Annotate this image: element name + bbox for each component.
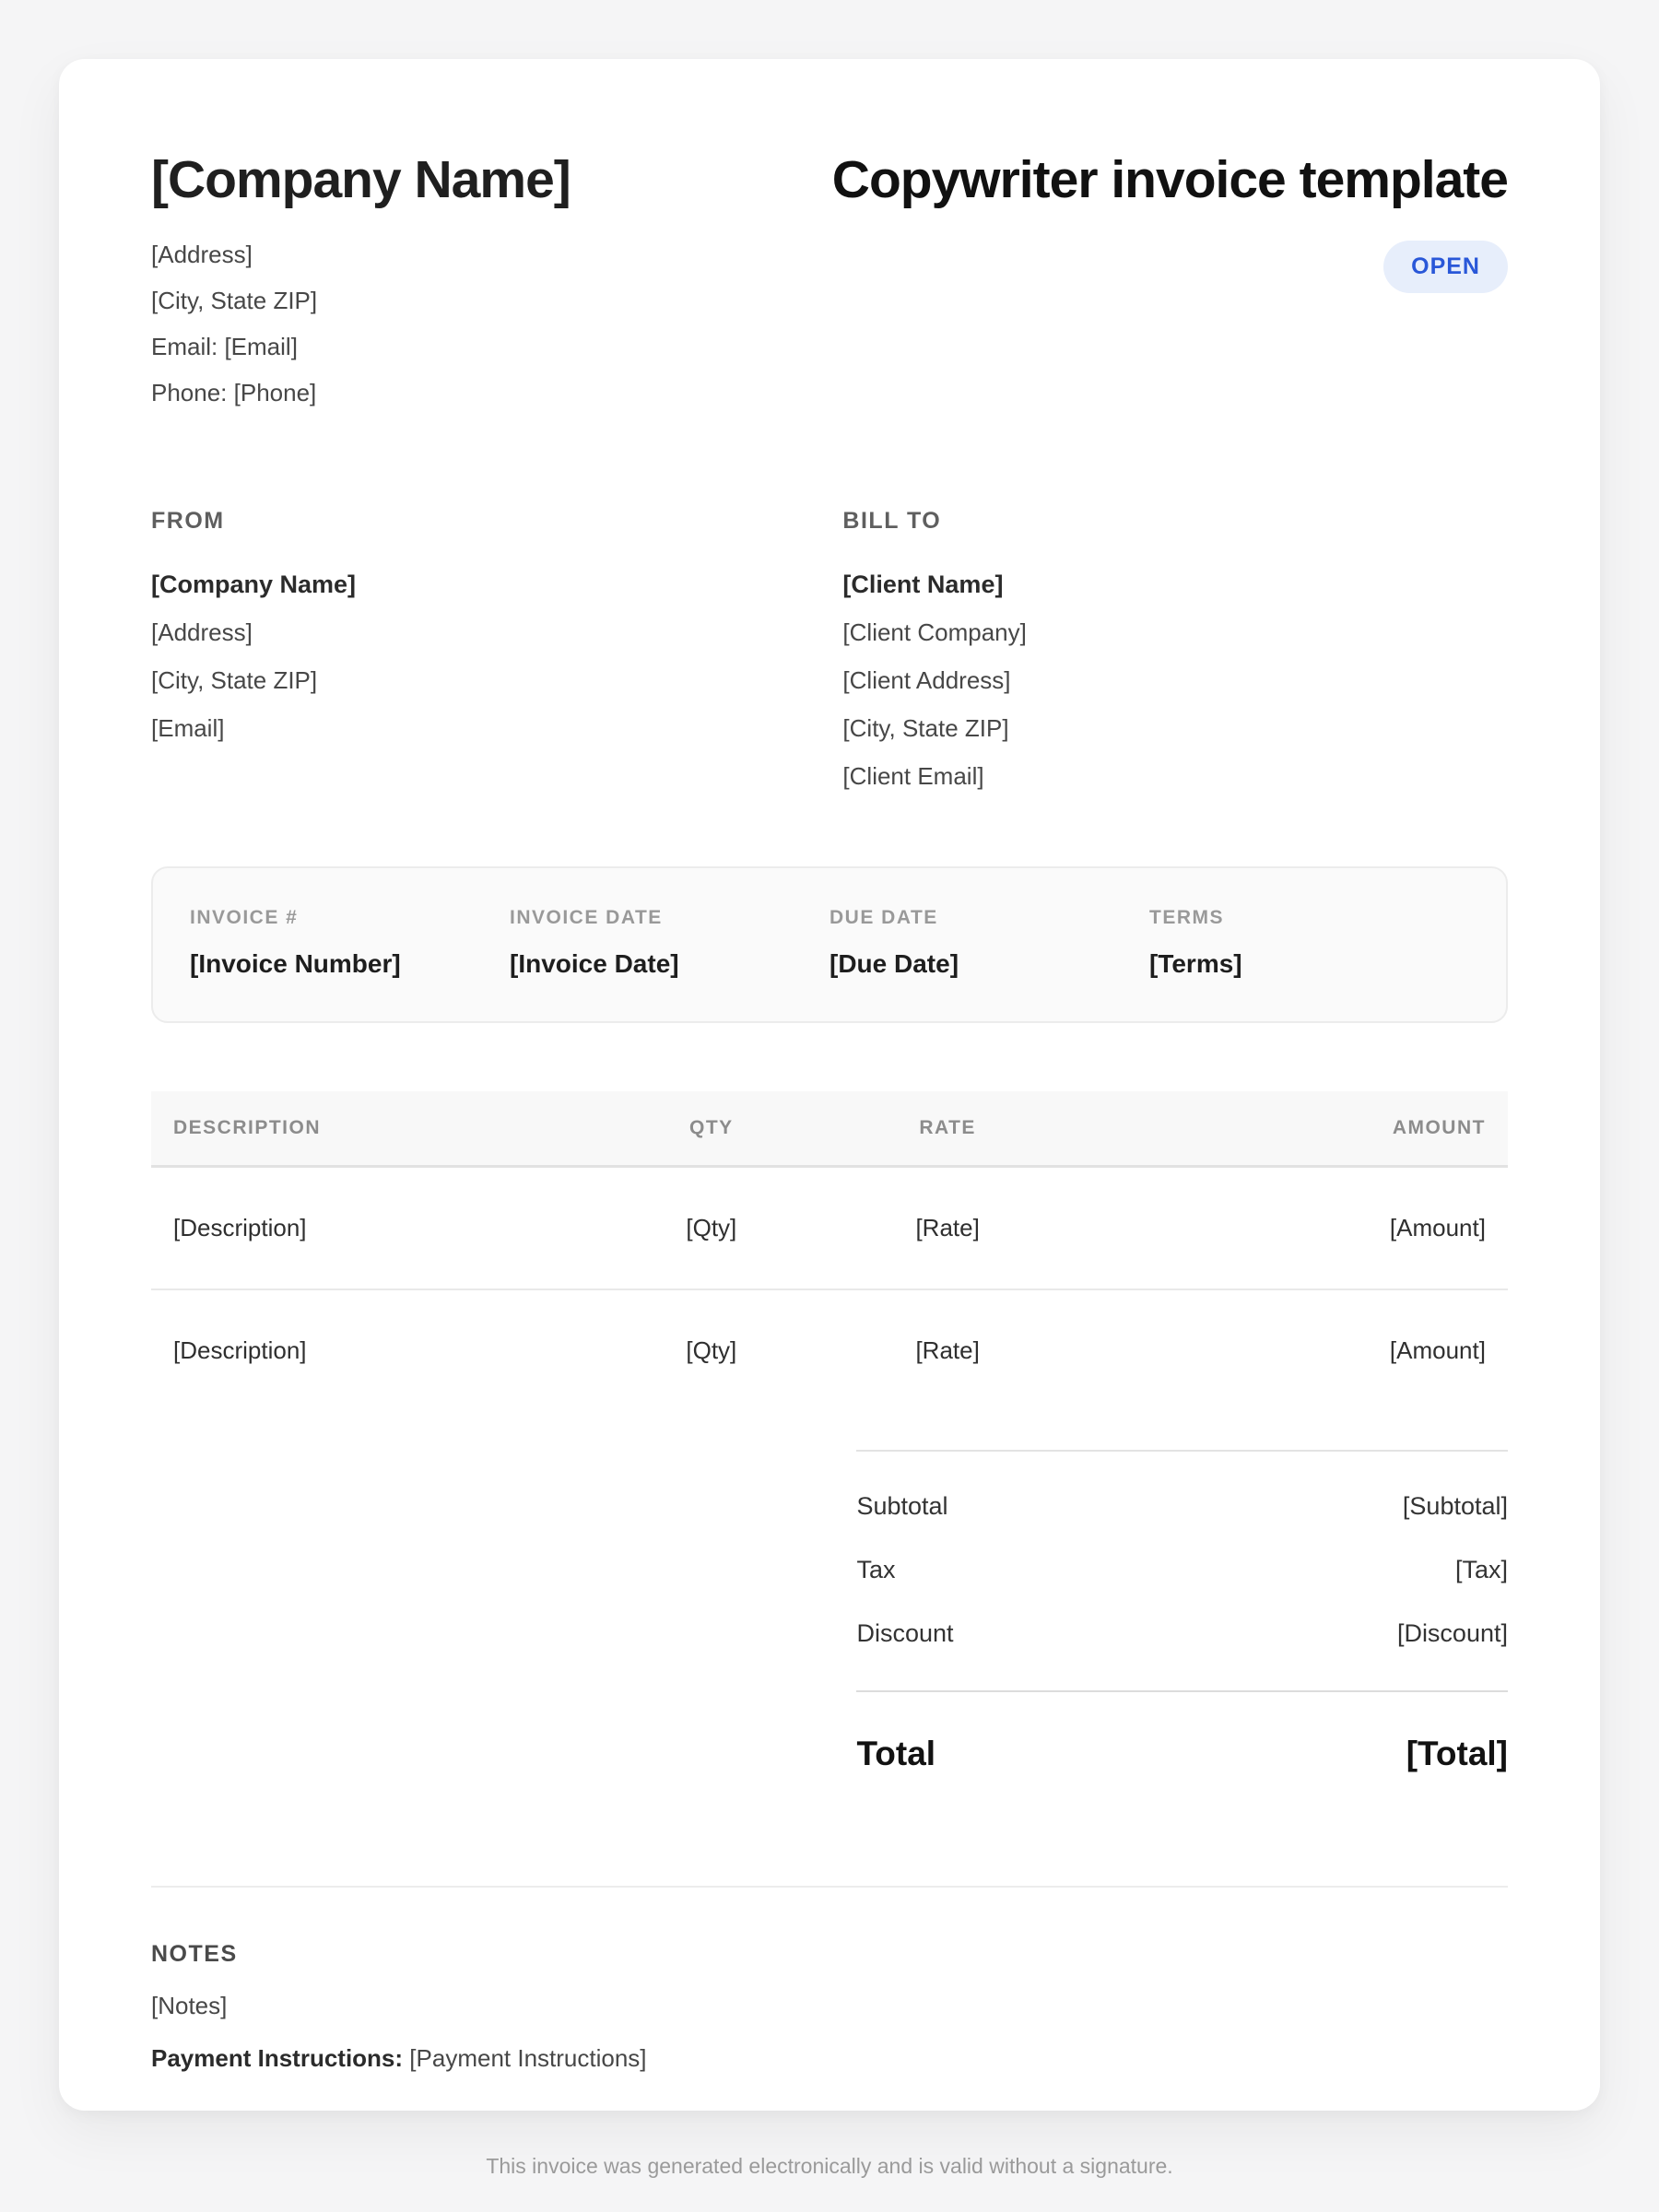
client-city-line: [City, State ZIP] [842, 713, 1009, 742]
item-qty-cell: [Qty] [686, 1213, 737, 1241]
meta-invoice-number [190, 907, 510, 979]
client-email-line: [Client Email] [842, 761, 984, 790]
totals-section [856, 1450, 1508, 1773]
tax-row [856, 1556, 1508, 1584]
grand-total-row [856, 1690, 1508, 1773]
company-email-line: Email: [Email] [151, 332, 298, 360]
invoice-number-label: INVOICE # [190, 906, 299, 928]
items-table-header [151, 1091, 1508, 1168]
invoice-date-value: [Invoice Date] [510, 948, 679, 978]
from-block [151, 508, 842, 800]
item-amount-cell: [Amount] [1389, 1213, 1486, 1241]
due-date-label: DUE DATE [830, 906, 938, 928]
from-email-line: [Email] [151, 713, 225, 742]
company-name-heading: [Company Name] [151, 150, 571, 209]
invoice-header [151, 151, 1508, 416]
client-name: [Client Name] [842, 570, 1004, 598]
discount-label: Discount [856, 1618, 954, 1647]
from-city-line: [City, State ZIP] [151, 665, 318, 694]
from-label: FROM [151, 507, 225, 534]
parties-section [151, 508, 1508, 800]
amount-column-header: AMOUNT [1392, 1116, 1486, 1138]
item-rate-cell: [Rate] [915, 1213, 980, 1241]
rate-column-header: RATE [919, 1116, 976, 1138]
invoice-meta-box [151, 866, 1508, 1023]
description-column-header: DESCRIPTION [173, 1116, 322, 1138]
subtotal-label: Subtotal [856, 1491, 948, 1520]
payment-instructions-line [151, 2044, 1508, 2073]
title-block [832, 151, 1508, 293]
notes-body: [Notes] [151, 1991, 228, 2019]
invoice-number-value: [Invoice Number] [190, 948, 401, 978]
terms-value: [Terms] [1149, 948, 1242, 978]
discount-value: [Discount] [1396, 1618, 1508, 1647]
footer-disclaimer: This invoice was generated electronically and is valid without a signature. [486, 2153, 1173, 2178]
subtotal-value: [Subtotal] [1402, 1491, 1508, 1520]
meta-terms [1149, 907, 1469, 979]
table-row [151, 1290, 1508, 1411]
qty-column-header: QTY [688, 1116, 734, 1138]
due-date-value: [Due Date] [830, 948, 959, 978]
discount-row [856, 1619, 1508, 1648]
item-amount-cell: [Amount] [1389, 1335, 1486, 1364]
notes-section [151, 1888, 1508, 2073]
total-label: Total [856, 1734, 936, 1772]
tax-value: [Tax] [1454, 1555, 1508, 1583]
from-company-name: [Company Name] [151, 570, 357, 598]
company-city-line: [City, State ZIP] [151, 286, 318, 314]
item-description-cell: [Description] [173, 1213, 307, 1241]
total-value: [Total] [1406, 1734, 1508, 1772]
item-rate-cell: [Rate] [915, 1335, 980, 1364]
terms-label: TERMS [1149, 906, 1224, 928]
company-header-block [151, 151, 571, 416]
tax-label: Tax [856, 1555, 896, 1583]
bill-to-label: BILL TO [842, 507, 942, 534]
client-company-line: [Client Company] [842, 618, 1027, 646]
invoice-card [59, 59, 1600, 2178]
from-address-line: [Address] [151, 618, 253, 646]
payment-instructions-label: Payment Instructions: [151, 2043, 404, 2072]
items-table [151, 1091, 1508, 1411]
bill-to-block [842, 508, 1508, 800]
meta-invoice-date [510, 907, 830, 979]
notes-label: NOTES [151, 1940, 238, 1967]
item-qty-cell: [Qty] [686, 1335, 737, 1364]
subtotal-row [856, 1492, 1508, 1521]
meta-due-date [830, 907, 1149, 979]
item-description-cell: [Description] [173, 1335, 307, 1364]
payment-instructions-value: [Payment Instructions] [409, 2043, 647, 2072]
invoice-date-label: INVOICE DATE [510, 906, 663, 928]
page-title: Copywriter invoice template [831, 150, 1508, 209]
company-phone-line: Phone: [Phone] [151, 378, 317, 406]
client-address-line: [Client Address] [842, 665, 1011, 694]
status-badge: OPEN [1383, 241, 1508, 293]
table-row [151, 1168, 1508, 1290]
company-address-line: [Address] [151, 240, 253, 268]
